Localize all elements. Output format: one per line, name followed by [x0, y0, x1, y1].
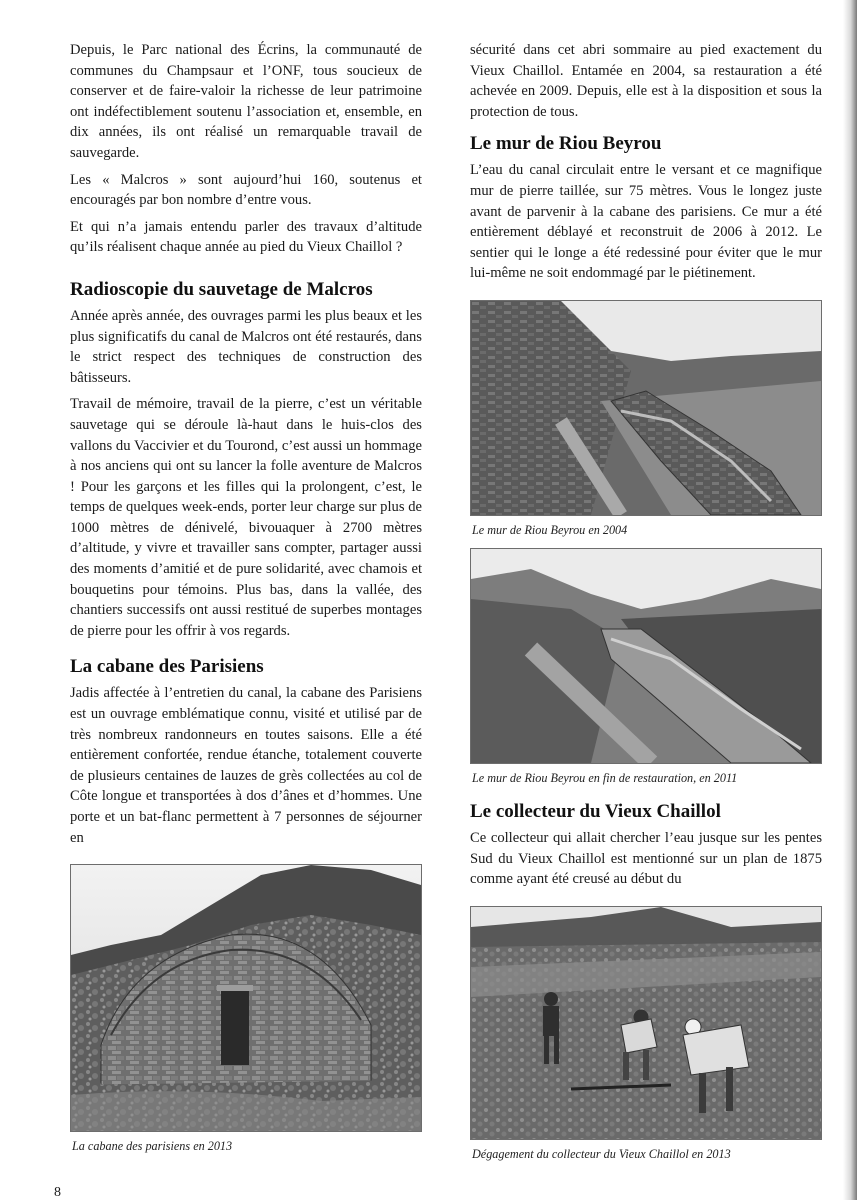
radioscopie-paragraph-2: Travail de mémoire, travail de la pierre, c’est un véritable sauvetage qui se déroule là-haut dans le huis-clos des vallons du Vaccivier et du Tourond, c’est aussi un hommage à nos anciens qui ont su lancer la folle aventure de Malcros ! Pour les garçons et les filles qui la prolongent, c’est, le temps de quelques week-ends, porter leur charge sur plus de 1000 mètres de dénivelé, bivouaquer à 2700 mètres d’altitude, y vivre et travailler sans compter, partager aussi des moments d’amitié et de pure solidarité, avec chamois et bouquetins pour témoins. Plus bas, dans la vallée, des chantiers successifs ont aussi restitué de superbes montages de pierre pour les offrir à vos regards.: [70, 396, 422, 639]
intro-paragraph-3: Et qui n’a jamais entendu parler des travaux d’altitude qu’ils réalisent chaque année au pied du Vieux Chaillol ?: [70, 218, 422, 256]
caption-mur-2004: Le mur de Riou Beyrou en 2004: [472, 522, 628, 537]
heading-cabane-parisiens: La cabane des Parisiens: [70, 656, 264, 678]
caption-collecteur: Dégagement du collecteur du Vieux Chaillol en 2013: [472, 1146, 731, 1161]
photo-mur-2004: [470, 300, 822, 516]
right-column: [470, 40, 822, 1172]
mur-paragraph: L’eau du canal circulait entre le versant et ce magnifique mur de pierre taillée, sur 75 mètres. Vous le longez juste avant de parvenir à la cabane des parisiens. Ce mur a été entièrement déblayé et reconstruit de 2006 à 2012. Le sentier qui le longe a été redessiné pour éviter que le mur lui-même ne soit endommagé par le piétinement.: [470, 162, 822, 282]
continued-paragraph: sécurité dans cet abri sommaire au pied exactement du Vieux Chaillol. Entamée en 2004, sa restauration a été achevée en 2009. Depuis, elle est à la disposition et sous la protection de tous.: [470, 42, 822, 120]
heading-radioscopie: Radioscopie du sauvetage de Malcros: [70, 278, 373, 300]
intro-paragraph-2: Les « Malcros » sont aujourd’hui 160, soutenus et encouragés par bon nombre d’entre vous.: [70, 171, 422, 209]
photo-collecteur: [470, 906, 822, 1140]
photo-mur-2011: [470, 548, 822, 764]
page-edge-shadow: [843, 0, 857, 1200]
page-number: 8: [54, 1185, 61, 1200]
heading-collecteur: Le collecteur du Vieux Chaillol: [470, 800, 721, 822]
left-column: [70, 40, 422, 1164]
caption-cabane: La cabane des parisiens en 2013: [72, 1139, 233, 1154]
radioscopie-paragraph-1: Année après année, des ouvrages parmi les plus beaux et les plus significatifs du canal de Malcros ont été restaurés, dans le strict respect des techniques de construction des bâtisseurs.: [70, 307, 422, 386]
collecteur-paragraph: Ce collecteur qui allait chercher l’eau jusque sur les pentes Sud du Vieux Chaillol est mentionné sur un plan de 1875 comme ayant été creusé au début du: [470, 829, 822, 888]
cabane-paragraph: Jadis affectée à l’entretien du canal, la cabane des Parisiens est un ouvrage emblématique connu, visité et utilisé par de très nombreux randonneurs en toutes saisons. Elle a été entièrement confortée, rendue étanche, totalement couverte de plusieurs centaines de lauzes de grès collectées au col de Côte longue et transportées à dos d’ânes et d’hommes. Une porte et un bat-flanc permettent à 7 personnes de séjourner en: [70, 685, 422, 846]
cabane-image: [71, 865, 421, 1131]
mur-2004-image: [471, 301, 821, 515]
heading-mur-riou-beyrou: Le mur de Riou Beyrou: [470, 133, 662, 155]
mur-2011-image: [471, 549, 821, 763]
caption-mur-2011: Le mur de Riou Beyrou en fin de restauration, en 2011: [472, 770, 738, 785]
intro-paragraph-1: Depuis, le Parc national des Écrins, la communauté de communes du Champsaur et l’ONF, tous soucieux de conserver et de faire-valoir la richesse de leur patrimoine ont indéfectiblement soutenu l’association et, ensemble, en dix années, ils ont réalisé un remarquable travail de sauvegarde.: [70, 42, 422, 161]
collecteur-image: [471, 907, 821, 1139]
photo-cabane-parisiens: [70, 864, 422, 1132]
